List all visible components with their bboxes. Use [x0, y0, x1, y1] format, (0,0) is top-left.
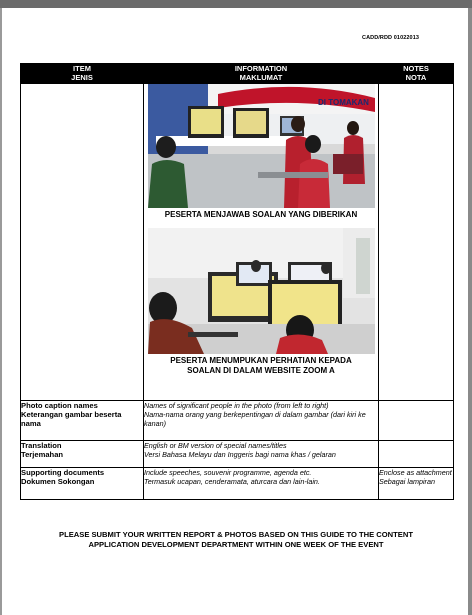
- row-translation-notes: [379, 441, 454, 468]
- row-supporting-docs-info: [144, 468, 379, 500]
- header-notes-en: NOTES: [403, 64, 429, 73]
- page-left-edge: [0, 8, 2, 615]
- row-info-ms: Nama-nama orang yang berkepentingan di dalam gambar (dari kiri ke kanan): [144, 410, 366, 428]
- row-photo-caption-notes: [379, 401, 454, 441]
- header-item-en: ITEM: [73, 64, 91, 73]
- row-label-ms: Terjemahan: [21, 450, 64, 459]
- row-supporting-docs-notes: [379, 468, 454, 500]
- photo-1-image: [148, 84, 375, 208]
- row-info-en: Include speeches, souvenir programme, agenda etc.: [144, 468, 312, 477]
- guide-table: [20, 63, 454, 500]
- photo-2-caption: PESERTA MENUMPUKAN PERHATIAN KEPADA SOALAN DI DALAM WEBSITE ZOOM A: [170, 356, 352, 375]
- header-item: [21, 64, 144, 84]
- row-label-en: Photo caption names: [21, 401, 98, 410]
- photos-item-cell: [21, 84, 144, 401]
- header-info: [144, 64, 379, 84]
- header-info-en: INFORMATION: [234, 64, 288, 73]
- row-label-ms: Dokumen Sokongan: [21, 477, 95, 486]
- photo-1-caption: PESERTA MENJAWAB SOALAN YANG DIBERIKAN: [164, 210, 358, 219]
- row-label-en: Supporting documents: [21, 468, 105, 477]
- row-photo-caption-label: [21, 401, 144, 441]
- row-info-ms: Versi Bahasa Melayu dan Inggeris bagi nama khas / gelaran: [144, 450, 336, 459]
- photos-row: [21, 84, 454, 401]
- header-info-ms: MAKLUMAT: [239, 73, 283, 82]
- page-right-edge: [468, 8, 472, 615]
- document-code: CADD/RDD 01022013: [362, 35, 420, 41]
- header-notes: [379, 64, 454, 84]
- row-translation-info: [144, 441, 379, 468]
- row-photo-caption-info: [144, 401, 379, 441]
- event-photo-1: [148, 84, 375, 208]
- photos-notes-cell: [379, 84, 454, 401]
- header-item-ms: JENIS: [71, 73, 93, 82]
- row-translation-label: [21, 441, 144, 468]
- row-label-en: Translation: [21, 441, 62, 450]
- row-info-en: Names of significant people in the photo (from left to right): [144, 401, 329, 410]
- table-header-row: [21, 64, 454, 84]
- viewer-top-bar: [0, 0, 472, 8]
- row-label-ms: Keterangan gambar beserta nama: [21, 410, 122, 428]
- row-supporting-docs-label: [21, 468, 144, 500]
- table-row: [21, 441, 454, 468]
- row-notes-en: Enclose as attachment: [379, 468, 452, 477]
- row-info-ms: Termasuk ucapan, cenderamata, aturcara dan lain-lain.: [144, 477, 320, 486]
- photos-info-cell: [144, 84, 379, 401]
- header-notes-ms: NOTA: [405, 73, 427, 82]
- row-info-en: English or BM version of special names/titles: [144, 441, 287, 450]
- table-row: [21, 401, 454, 441]
- row-notes-ms: Sebagai lampiran: [379, 477, 435, 486]
- event-photo-2: [148, 228, 375, 354]
- photo-2-image: [148, 228, 375, 354]
- photo-banner-text: DI TOMAKAN: [317, 98, 369, 107]
- table-row: [21, 468, 454, 500]
- submission-instructions: PLEASE SUBMIT YOUR WRITTEN REPORT & PHOTOS BASED ON THIS GUIDE TO THE CONTENT APPLICATION DEVELOPMENT DEPARTMENT WITHIN ONE WEEK OF THE EVENT: [59, 530, 413, 549]
